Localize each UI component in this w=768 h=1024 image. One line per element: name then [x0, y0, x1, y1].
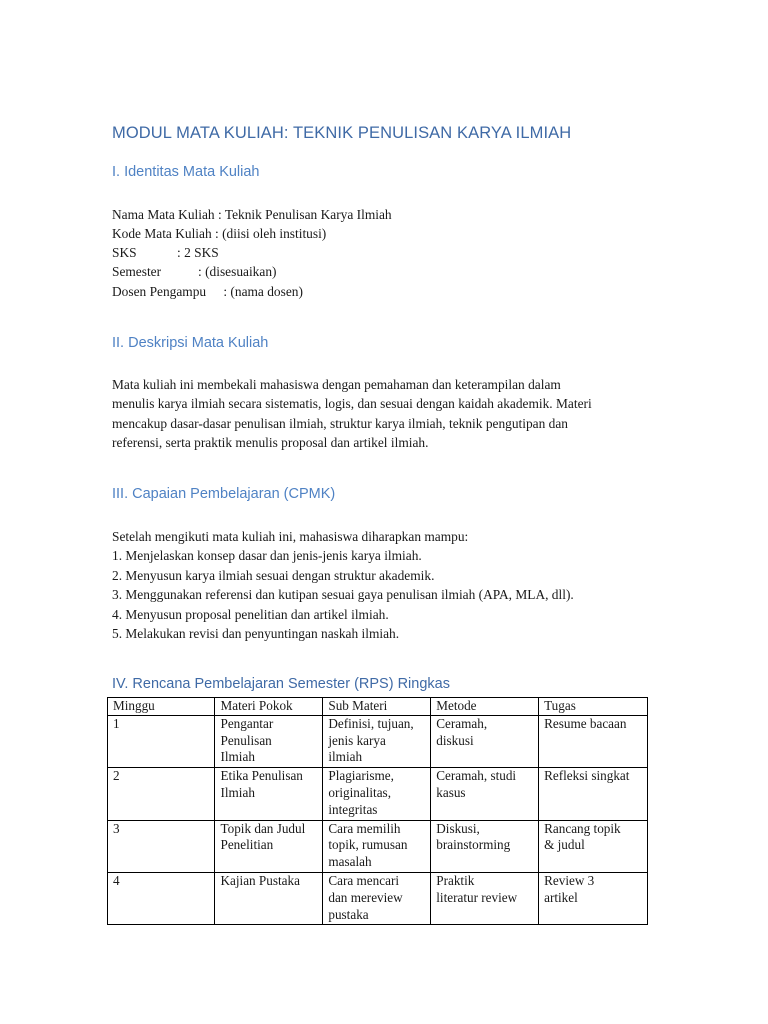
table-cell-metode	[431, 768, 539, 820]
cell-line: Kajian Pustaka	[220, 872, 300, 888]
table-cell-sub-materi	[323, 820, 431, 872]
cell-line: Topik dan Judul	[220, 820, 306, 836]
field-separator: :	[198, 264, 206, 279]
table-cell-materi-pokok	[215, 820, 323, 872]
table-row	[108, 715, 648, 767]
cell-line: Etika Penulisan	[220, 768, 303, 784]
table-cell-tugas	[539, 872, 648, 924]
cell-line: topik, rumusan	[328, 837, 408, 853]
field-value: (disesuaikan)	[205, 264, 277, 279]
section-deskripsi-heading: II. Deskripsi Mata Kuliah	[112, 335, 269, 351]
cpmk-item: 5. Melakukan revisi dan penyuntingan naskah ilmiah.	[112, 626, 400, 642]
cell-line: & judul	[544, 837, 585, 853]
cell-line: brainstorming	[436, 837, 511, 853]
cell-line: masalah	[328, 854, 372, 870]
table-body	[108, 715, 648, 925]
field-separator: :	[214, 207, 225, 222]
cell-line: Penelitian	[220, 837, 274, 853]
section-rps-heading: IV. Rencana Pembelajaran Semester (RPS) Ringkas	[112, 676, 450, 692]
cell-line: Ilmiah	[220, 784, 255, 800]
table-cell-tugas	[539, 768, 648, 820]
column-header-sub-materi: Sub Materi	[323, 698, 431, 716]
field-separator: :	[211, 226, 223, 241]
column-header-materi-pokok: Materi Pokok	[215, 698, 323, 716]
field-sks	[112, 243, 219, 262]
table-cell-minggu	[108, 872, 215, 924]
table-cell-minggu	[108, 820, 215, 872]
cell-line: Pengantar	[220, 715, 274, 731]
field-dosen-pengampu	[112, 282, 303, 301]
column-header-minggu: Minggu	[108, 698, 215, 716]
table-row	[108, 820, 648, 872]
cpmk-item: 3. Menggunakan referensi dan kutipan sesuai gaya penulisan ilmiah (APA, MLA, dll).	[112, 587, 574, 603]
cell-line: ilmiah	[328, 749, 363, 765]
table-cell-tugas	[539, 820, 648, 872]
cell-line: Rancang topik	[544, 820, 621, 836]
cell-line: 3	[113, 820, 120, 836]
cell-line: Resume bacaan	[544, 715, 627, 731]
field-value: (nama dosen)	[230, 284, 303, 299]
cpmk-intro: Setelah mengikuti mata kuliah ini, mahasiswa diharapkan mampu:	[112, 529, 469, 544]
cell-line: 4	[113, 872, 120, 888]
table-cell-minggu	[108, 715, 215, 767]
section-identitas-heading: I. Identitas Mata Kuliah	[112, 164, 260, 180]
table-cell-materi-pokok	[215, 768, 323, 820]
column-header-tugas: Tugas	[539, 698, 648, 716]
cell-line: diskusi	[436, 732, 474, 748]
field-separator: :	[177, 245, 185, 260]
paragraph-line: referensi, serta praktik menulis proposal dan artikel ilmiah.	[112, 435, 429, 451]
rps-table	[107, 697, 648, 925]
cell-line: Refleksi singkat	[544, 768, 630, 784]
table-cell-metode	[431, 820, 539, 872]
column-header-metode: Metode	[431, 698, 539, 716]
field-label: SKS	[112, 245, 137, 260]
table-cell-tugas	[539, 715, 648, 767]
field-label: Kode Mata Kuliah	[112, 226, 212, 241]
paragraph-line: Mata kuliah ini membekali mahasiswa dengan pemahaman dan keterampilan dalam	[112, 377, 561, 392]
field-nama-mata-kuliah	[112, 205, 392, 224]
cell-line: Diskusi,	[436, 820, 480, 836]
cell-line: 2	[113, 768, 120, 784]
cell-line: Ceramah,	[436, 715, 488, 731]
table-cell-minggu	[108, 768, 215, 820]
cell-line: Cara memilih	[328, 820, 401, 836]
deskripsi-paragraph	[112, 375, 652, 453]
cell-line: Definisi, tujuan,	[328, 715, 414, 731]
field-label: Nama Mata Kuliah	[112, 207, 215, 222]
field-value: Teknik Penulisan Karya Ilmiah	[224, 207, 392, 222]
table-cell-materi-pokok	[215, 715, 323, 767]
cell-line: Review 3	[544, 872, 595, 888]
cpmk-item: 1. Menjelaskan konsep dasar dan jenis-jenis karya ilmiah.	[112, 548, 422, 564]
field-value: (diisi oleh institusi)	[222, 226, 327, 241]
table-row	[108, 872, 648, 924]
cell-line: Plagiarisme,	[328, 768, 394, 784]
cell-line: literatur review	[436, 889, 518, 905]
cell-line: Cara mencari	[328, 872, 400, 888]
field-kode-mata-kuliah	[112, 224, 326, 243]
field-value: 2 SKS	[184, 245, 219, 260]
table-header-row	[108, 698, 648, 716]
table-cell-sub-materi	[323, 872, 431, 924]
cell-line: integritas	[328, 801, 378, 817]
cpmk-item: 4. Menyusun proposal penelitian dan artikel ilmiah.	[112, 606, 389, 622]
cell-line: Praktik	[436, 872, 475, 888]
cell-line: pustaka	[328, 906, 369, 922]
cell-line: Penulisan	[220, 732, 272, 748]
cpmk-item: 2. Menyusun karya ilmiah sesuai dengan struktur akademik.	[112, 567, 435, 583]
field-separator: :	[220, 284, 231, 299]
cell-line: Ilmiah	[220, 749, 255, 765]
table-cell-materi-pokok	[215, 872, 323, 924]
cell-line: kasus	[436, 784, 466, 800]
cell-line: jenis karya	[328, 732, 386, 748]
cell-line: Ceramah, studi	[436, 768, 517, 784]
cell-line: artikel	[544, 889, 578, 905]
table-cell-sub-materi	[323, 768, 431, 820]
table-row	[108, 768, 648, 820]
cell-line: originalitas,	[328, 784, 391, 800]
table-cell-metode	[431, 872, 539, 924]
cpmk-list	[112, 527, 652, 643]
document-title: MODUL MATA KULIAH: TEKNIK PENULISAN KARYA ILMIAH	[112, 124, 572, 142]
table-cell-sub-materi	[323, 715, 431, 767]
table-cell-metode	[431, 715, 539, 767]
field-label: Dosen Pengampu	[112, 284, 207, 299]
cell-line: 1	[113, 715, 120, 731]
paragraph-line: menulis karya ilmiah secara sistematis, logis, dan sesuai dengan kaidah akademik. Materi	[112, 396, 592, 412]
cell-line: dan mereview	[328, 889, 403, 905]
paragraph-line: mencakup dasar-dasar penulisan ilmiah, struktur karya ilmiah, teknik pengutipan dan	[112, 415, 568, 431]
field-label: Semester	[112, 264, 162, 279]
field-semester	[112, 262, 276, 281]
section-cpmk-heading: III. Capaian Pembelajaran (CPMK)	[112, 486, 336, 502]
